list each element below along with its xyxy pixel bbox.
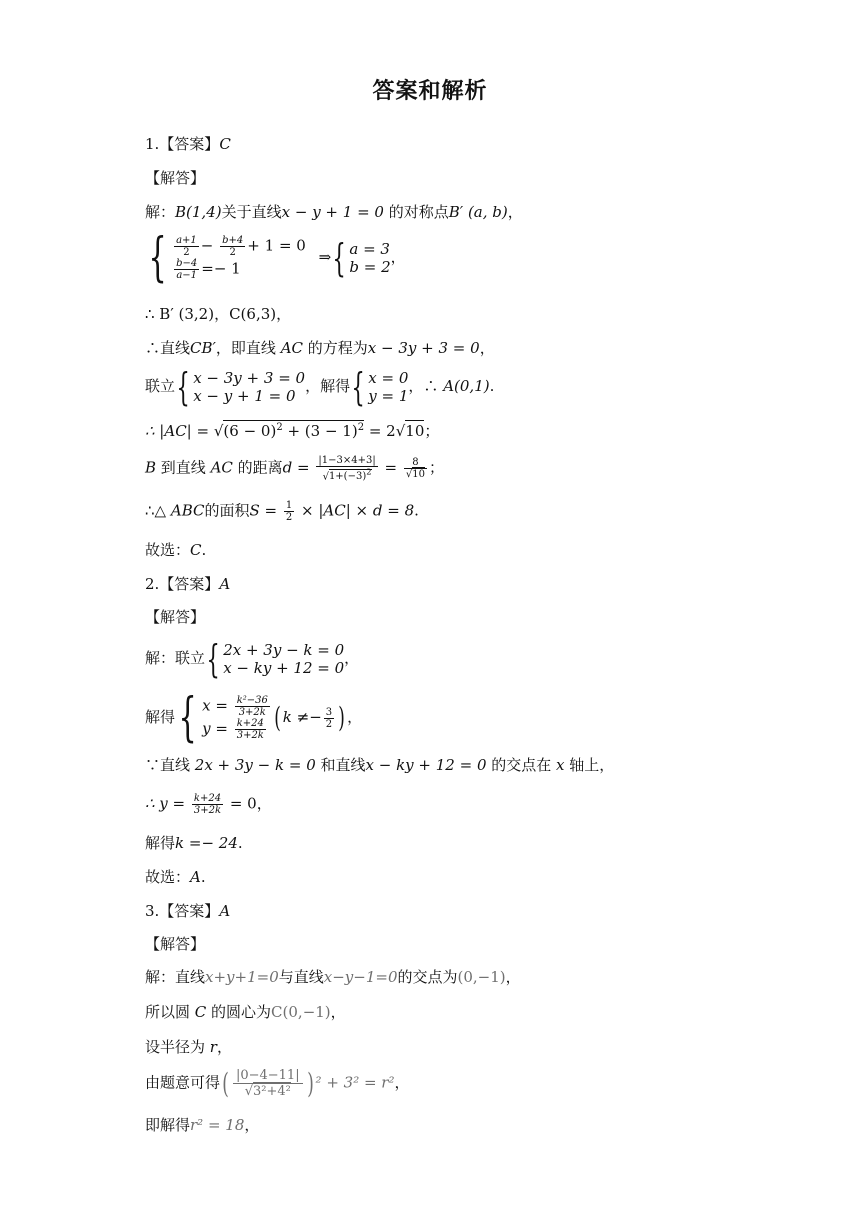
q1-l6-g: 10	[405, 422, 425, 440]
q1-l1-e: 的对称点	[383, 203, 449, 221]
q3-line-1	[145, 967, 521, 987]
q2-line-5	[145, 833, 243, 853]
q2-l3-a: ∵直线	[145, 756, 195, 774]
brace-icon: {	[332, 236, 346, 280]
q2-l5-c: .	[237, 834, 243, 852]
q3-line-5	[145, 1115, 259, 1135]
q2-l2-xnum: k²−36	[236, 695, 268, 706]
brace-icon: {	[351, 365, 365, 409]
q2-line-3	[145, 755, 614, 775]
q2-l5-b: k =− 24	[175, 834, 238, 852]
q3-l4-a: 由题意可得	[145, 1073, 221, 1092]
q1-l5-s2: x − y + 1 = 0	[193, 387, 296, 405]
q1-l7-den2-wrap: √10	[405, 469, 425, 481]
q1-frac-3-num: b−4	[176, 258, 198, 269]
q1-line-8	[145, 500, 419, 523]
q1-l7-frac2	[404, 457, 427, 480]
q1-point-b-prime: B′ (a, b)	[448, 203, 508, 221]
q3-l2-a: 所以圆	[145, 1003, 195, 1021]
q2-answer-line	[145, 574, 230, 594]
q1-l6-d: + (3 − 1)	[282, 422, 358, 440]
q2-answer-head: 2.【答案】	[145, 575, 220, 593]
q3-l2-e: ，	[330, 1003, 346, 1021]
q3-l5-b: r² = 18	[190, 1116, 245, 1134]
q1-frac-1	[174, 235, 199, 258]
q1-l7-frac	[316, 455, 377, 482]
q1-l8-f: .	[414, 501, 419, 520]
q1-line-6	[145, 418, 439, 441]
q1-l6-e: 2	[357, 422, 365, 433]
q1-l8-den: 2	[285, 512, 293, 523]
q3-l5-c: ，	[244, 1116, 260, 1134]
q1-l8-e: × |AC| × d = 8	[296, 501, 415, 520]
q1-l5-d: A(0,1)	[443, 377, 490, 395]
q1-l4-e: 的方程为	[303, 339, 368, 357]
q2-answer: A	[219, 575, 231, 593]
q1-l8-c: 的面积	[204, 501, 250, 520]
q2-l3-e: 的交点在	[486, 756, 557, 774]
q1-l4-f: x − 3y + 3 = 0	[367, 339, 480, 357]
q2-l2-xfrac	[235, 695, 270, 718]
q1-l5-e: .	[489, 377, 495, 395]
q2-l2-row-y	[202, 718, 272, 741]
q1-sol-end: ，	[390, 248, 406, 266]
q2-l4-frac	[192, 793, 223, 816]
q1-l9-c: .	[201, 541, 207, 559]
q2-line-6	[145, 867, 206, 887]
q2-jieda: 【解答】	[145, 608, 206, 626]
q2-l2-cond-den: 2	[325, 718, 333, 730]
q2-l2-xden: 3+2k	[238, 707, 266, 718]
q3-l1-f: (0,−1)	[457, 968, 506, 986]
q3-l2-d: C(0,−1)	[271, 1003, 331, 1021]
q1-l7-e: d =	[282, 458, 315, 477]
q1-l7-end: ；	[428, 458, 444, 477]
q3-line-2	[145, 1002, 346, 1022]
q1-frac-1-num: a+1	[176, 235, 197, 246]
q2-l3-f: x	[556, 756, 565, 774]
q3-l4-den-wrap: √3²+4²	[244, 1084, 291, 1099]
q1-l5-r1: x = 0	[368, 369, 409, 387]
q1-l7-num: |1−3×4+3|	[318, 455, 376, 466]
q1-l1-c: 关于直线	[221, 203, 282, 221]
q3-l4-close: )	[306, 1066, 314, 1100]
q1-l5-b: ，解得	[305, 377, 351, 395]
q3-answer-line	[145, 901, 230, 921]
q1-solution	[349, 240, 390, 276]
q1-l7-den-rad	[329, 469, 372, 482]
q1-l7-eq: =	[379, 458, 402, 477]
q1-l5-a: 联立	[145, 377, 176, 395]
q3-l3-c: ，	[216, 1038, 232, 1056]
q2-l2-yden: 3+2k	[236, 730, 264, 741]
page-title: 答案和解析	[372, 79, 488, 104]
q3-l1-a: 解：直线	[145, 968, 206, 986]
q1-l8-num: 1	[285, 500, 293, 511]
q1-line-3: ∴ B′ (3,2)，C(6,3)，	[145, 305, 292, 323]
paren-open-icon: (	[274, 701, 281, 734]
q1-l6-f: = 2	[364, 422, 396, 440]
q2-l4-den: 3+2k	[193, 805, 222, 816]
q2-l2-cond: k ≠−	[282, 708, 322, 726]
q3-l4-open: (	[222, 1066, 229, 1100]
q1-line-1	[145, 202, 523, 222]
q3-l2-b: C	[194, 1003, 207, 1021]
q1-line-7	[145, 455, 444, 482]
q3-l4-c: ，	[394, 1073, 410, 1092]
q2-l5-a: 解得	[145, 834, 176, 852]
q1-l7-d: 的距离	[232, 458, 283, 477]
q2-l4-b: = 0	[225, 794, 257, 813]
q1-answer: C	[219, 135, 231, 153]
q1-answer-head: 1.【答案】	[145, 135, 220, 153]
q1-l5-s1: x − 3y + 3 = 0	[193, 369, 306, 387]
q2-l1-system	[223, 641, 344, 677]
q3-l5-a: 即解得	[145, 1116, 191, 1134]
implies-symbol: ⇒	[318, 248, 332, 266]
q3-l4-b: ² + 3² = r²	[315, 1073, 395, 1092]
q1-l8-d: S =	[249, 501, 282, 520]
q1-point-b: B(1,4)	[175, 203, 222, 221]
q3-l1-e: 的交点为	[397, 968, 458, 986]
q2-l2-row-x	[202, 695, 272, 718]
q1-l4-c: ，即直线	[215, 339, 281, 357]
q2-l2-end: ，	[347, 708, 363, 726]
q2-l3-b: 2x + 3y − k = 0	[194, 756, 316, 774]
q1-line-4	[145, 338, 495, 358]
q2-l1-s2: x − ky + 12 = 0	[223, 659, 345, 677]
q1-l8-frac	[284, 500, 294, 523]
brace-icon: {	[176, 365, 190, 409]
q1-l9-a: 故选：	[145, 541, 191, 559]
q1-l7-num2: 8	[404, 457, 427, 469]
q2-l2-system	[202, 695, 272, 741]
brace-icon: {	[148, 228, 167, 288]
q1-l5-c: ，∴	[408, 377, 444, 395]
q2-line-4	[145, 793, 272, 816]
q3-l3-a: 设半径为	[145, 1038, 210, 1056]
q2-l1-end: ，	[344, 649, 360, 667]
q1-sol-a: a = 3	[349, 240, 390, 258]
q2-line-1	[145, 637, 360, 681]
q2-l2-ynum: k+24	[236, 718, 264, 729]
sqrt-icon: √	[395, 422, 406, 440]
q1-frac-1-den: 2	[183, 247, 190, 258]
q1-frac-2-num: b+4	[222, 235, 244, 246]
q2-l2-x: x =	[202, 696, 233, 715]
q1-l4-g: ，	[479, 339, 495, 357]
q1-l4-d: AC	[280, 339, 304, 357]
q1-jieda: 【解答】	[145, 169, 206, 187]
q1-l6-radicand	[223, 420, 364, 440]
q1-l8-b: ABC	[170, 501, 205, 520]
q1-frac-2	[220, 235, 245, 258]
q1-l4-b: CB′	[190, 339, 216, 357]
q1-l7-a: B	[145, 458, 157, 477]
q3-line-3	[145, 1037, 232, 1057]
q2-l4-c: ，	[256, 794, 272, 813]
q2-l2-a: 解得	[145, 708, 176, 726]
q1-l6-h: ；	[424, 422, 440, 440]
q1-sol-b: b = 2	[349, 258, 391, 276]
q3-l2-c: 的圆心为	[206, 1003, 272, 1021]
q2-l2-y: y =	[202, 719, 233, 738]
q1-line-eq: x − y + 1 = 0	[281, 203, 384, 221]
q3-l4-den: 3²+4²	[252, 1084, 291, 1099]
q1-l9-b: C	[190, 541, 202, 559]
q2-l3-g: 轴上，	[564, 756, 615, 774]
q1-answer-line	[145, 134, 231, 154]
q1-frac-3-den: a−1	[176, 270, 198, 281]
q2-line-2	[145, 688, 363, 748]
q1-l5-system	[193, 369, 305, 405]
q1-l7-den: 1+(−3)	[328, 471, 367, 483]
q1-frac-2-den: 2	[229, 247, 236, 258]
q1-l6-b: (6 − 0)	[223, 422, 277, 440]
q2-l2-cond-frac	[324, 707, 334, 730]
q2-l6-c: .	[200, 868, 206, 886]
q1-l4-a: ∴直线	[145, 339, 191, 357]
q1-l7-den-wrap: $√1+(-3)^2$	[322, 467, 372, 483]
q1-l7-b: 到直线	[156, 458, 211, 477]
q3-answer-head: 3.【答案】	[145, 902, 220, 920]
q1-sys-row-1-rest: + 1 = 0	[247, 236, 306, 255]
brace-icon: {	[178, 688, 197, 748]
q1-frac-3	[174, 258, 199, 281]
brace-icon: {	[206, 637, 220, 681]
paren-close-icon: )	[338, 701, 345, 734]
q2-l1-a: 解：联立	[145, 649, 206, 667]
q3-l1-g: ，	[505, 968, 521, 986]
q1-system-rows	[172, 235, 306, 281]
q1-line-9	[145, 540, 206, 560]
q3-l1-c: 与直线	[278, 968, 324, 986]
q1-l7-c: AC	[210, 458, 233, 477]
q1-l1-g: ，	[507, 203, 523, 221]
q2-l1-s1: 2x + 3y − k = 0	[223, 641, 345, 659]
q1-sys-row-1: $\frac{a+1}{2}$ − $\frac{b+4}{2}$ + 1 = 0	[176, 235, 306, 258]
q1-sys-row-2-rest: =− 1	[201, 259, 241, 278]
q1-sys-row-2	[172, 258, 306, 281]
q1-line-5	[145, 365, 495, 409]
q3-line-4	[145, 1068, 410, 1099]
q2-l3-c: 和直线	[315, 756, 366, 774]
q1-l7-den2: 10	[412, 469, 425, 481]
q1-l5-r2: y = 1	[368, 387, 409, 405]
q3-l4-num: |0−4−11|	[233, 1068, 303, 1084]
q1-l6-c: 2	[276, 422, 283, 433]
q1-l5-result	[368, 369, 408, 405]
q2-l4-num: k+24	[193, 793, 222, 804]
q2-l4-a: ∴ y =	[145, 794, 190, 813]
q3-l3-b: r	[209, 1038, 217, 1056]
q3-answer: A	[219, 902, 231, 920]
sqrt-icon: √	[213, 422, 224, 440]
q1-l1-a: 解：	[145, 203, 176, 221]
q2-l3-d: x − ky + 12 = 0	[365, 756, 487, 774]
q3-l1-d: x−y−1=0	[323, 968, 398, 986]
q2-l2-cond-num: 3	[325, 706, 333, 718]
q3-l1-b: x+y+1=0	[205, 968, 279, 986]
q3-l4-frac	[233, 1068, 303, 1099]
q3-jieda: 【解答】	[145, 935, 206, 953]
q2-l6-a: 故选：	[145, 868, 191, 886]
q1-system-1	[145, 228, 406, 288]
q1-l7-den-sup: 2	[366, 467, 372, 477]
q2-l6-b: A	[190, 868, 201, 886]
q1-l6-a: ∴ |AC| =	[145, 422, 214, 440]
q1-l8-a: ∴△	[145, 501, 171, 520]
q2-l2-yfrac	[235, 718, 266, 741]
